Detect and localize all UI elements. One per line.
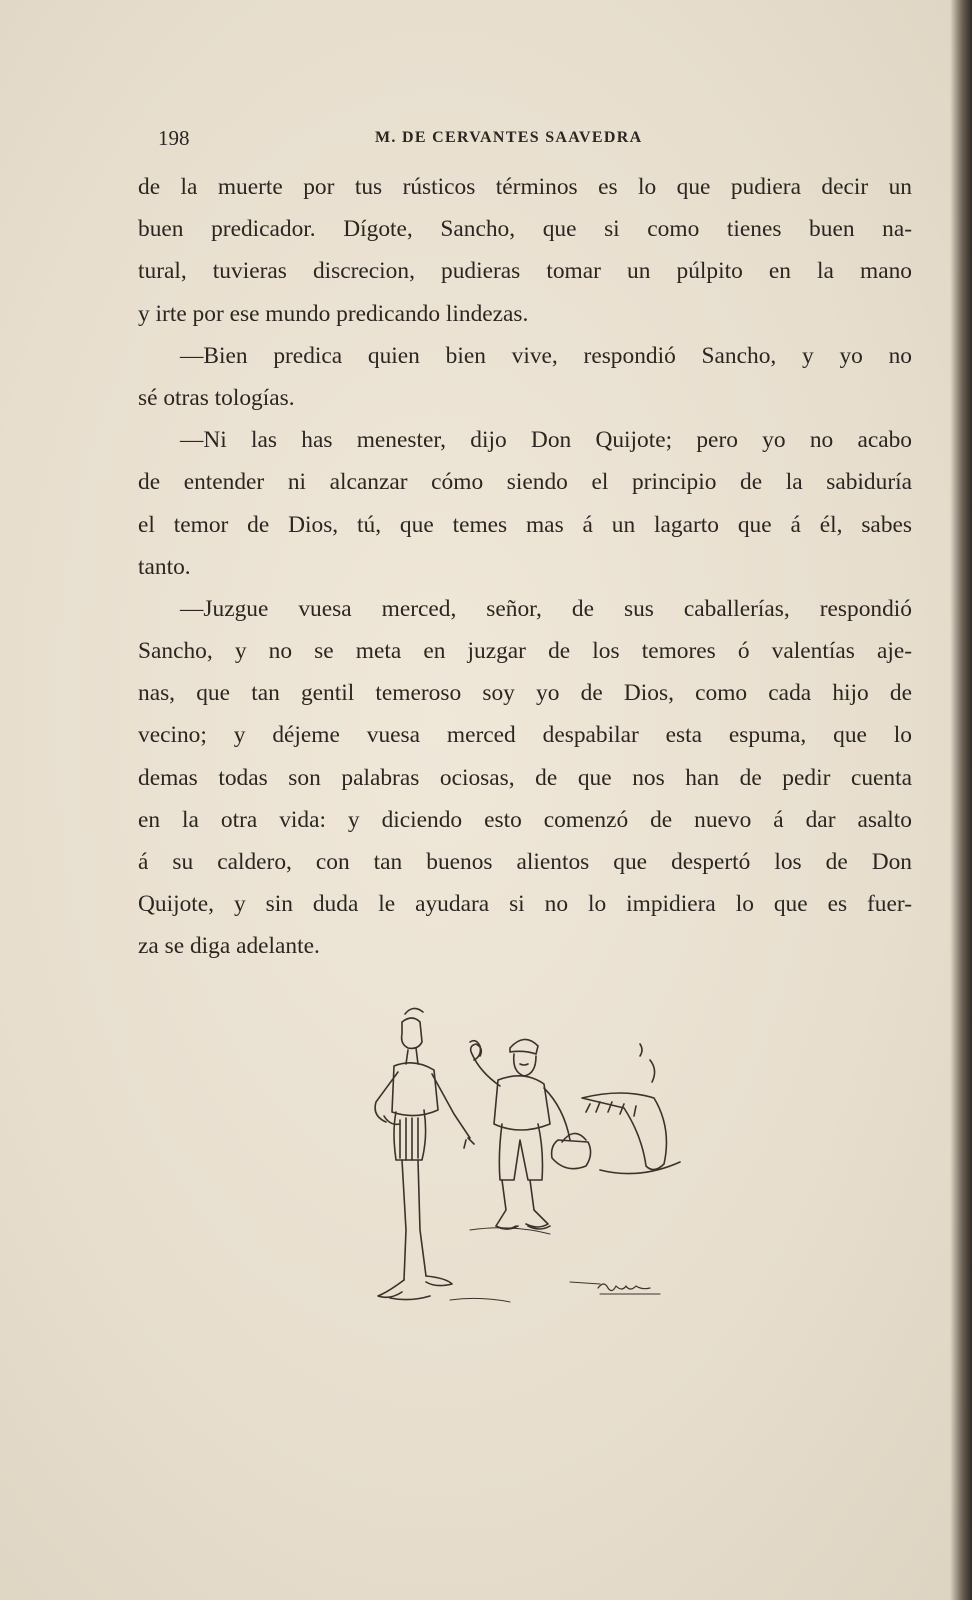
text-line: de entender ni alcanzar cómo siendo el principio de la sabiduría (138, 469, 912, 496)
running-title: M. DE CERVANTES SAAVEDRA (375, 129, 643, 146)
text-line: —Bien predica quien bien vive, respondió Sancho, y yo no (180, 342, 912, 369)
text-line: de la muerte por tus rústicos términos es lo que pudiera decir un (138, 174, 912, 200)
don-quijote-figure (375, 1008, 474, 1299)
text-line: demas todas son palabras ociosas, de que nos han de pedir cuenta (138, 764, 912, 791)
wineskin (582, 1044, 680, 1174)
page-binding-shadow (950, 0, 972, 1600)
text-line: —Juzgue vuesa merced, señor, de sus caballerías, respondió (180, 595, 912, 622)
text-line: nas, que tan gentil temeroso soy yo de Dios, como cada hijo de (138, 680, 912, 707)
signature-mark (598, 1284, 650, 1291)
text-line: buen predicador. Dígote, Sancho, que si como tienes buen na- (138, 216, 912, 243)
body-text (138, 166, 912, 968)
sancho-figure (470, 1039, 591, 1229)
text-line: Sancho, y no se meta en juzgar de los temores ó valentías aje- (138, 638, 912, 665)
text-line: y irte por ese mundo predicando lindezas. (138, 300, 529, 327)
page-header (158, 126, 682, 156)
text-line: tanto. (138, 553, 191, 580)
don-quijote-sancho-drawing (350, 1000, 710, 1340)
text-line: —Ni las has menester, dijo Don Quijote; pero yo no acabo (180, 427, 912, 454)
text-line: en la otra vida: y diciendo esto comenzó de nuevo á dar asalto (138, 806, 912, 833)
text-line: el temor de Dios, tú, que temes mas á un lagarto que á él, sabes (138, 511, 912, 538)
text-line: vecino; y déjeme vuesa merced despabilar esta espuma, que lo (138, 722, 912, 749)
text-line: Quijote, y sin duda le ayudara si no lo impidiera lo que es fuer- (138, 891, 912, 918)
text-line: za se diga adelante. (138, 933, 320, 960)
illustration (350, 1000, 710, 1340)
page-number: 198 (158, 126, 190, 150)
text-line: tural, tuvieras discrecion, pudieras tomar un púlpito en la mano (138, 258, 912, 285)
text-line: á su caldero, con tan buenos alientos que despertó los de Don (138, 849, 912, 875)
text-line: sé otras tologías. (138, 384, 295, 411)
